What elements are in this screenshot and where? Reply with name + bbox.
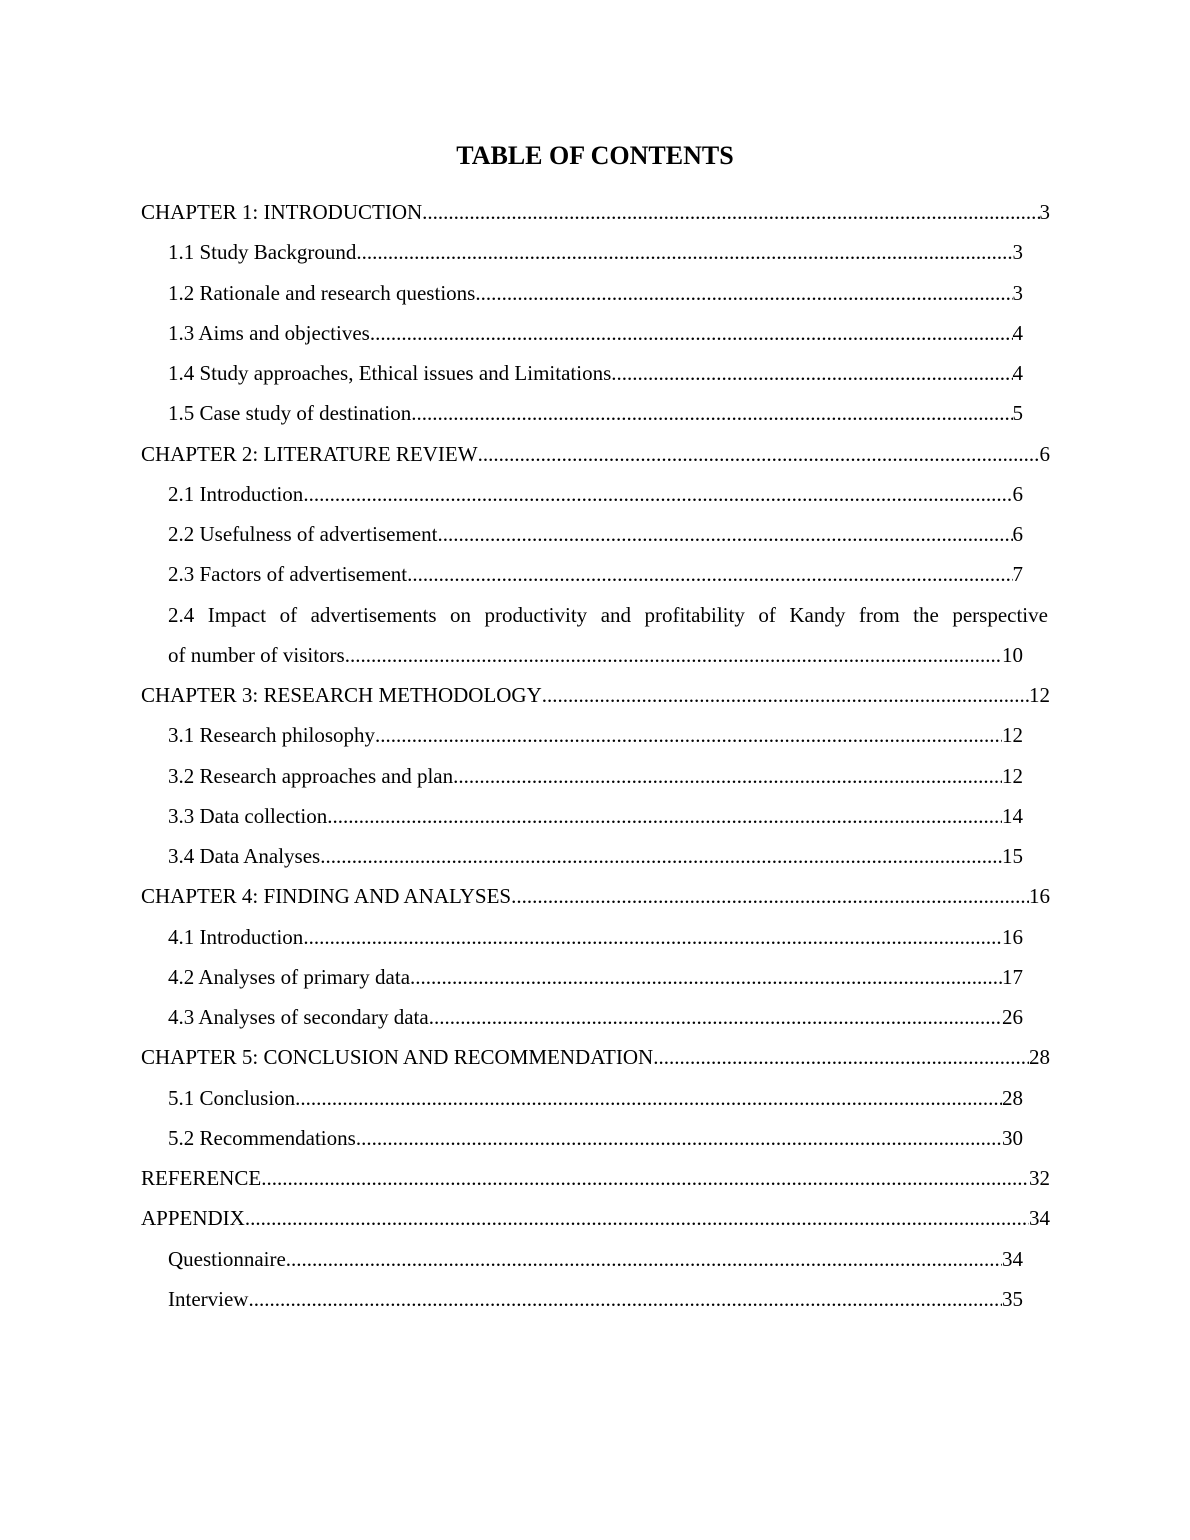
toc-entry-label: Questionnaire xyxy=(168,1246,286,1271)
dot-leader xyxy=(511,876,1029,916)
toc-entry-label: 2.2 Usefulness of advertisement xyxy=(168,522,438,546)
toc-entry-label-word: advertisements xyxy=(310,602,437,627)
dot-leader xyxy=(286,1239,1002,1279)
dot-leader xyxy=(611,353,1012,393)
toc-entry-page-number: 26 xyxy=(1002,1005,1023,1029)
toc-entry-page-number: 34 xyxy=(1002,1246,1023,1271)
dot-leader xyxy=(261,1158,1029,1198)
dot-leader xyxy=(245,1198,1029,1238)
toc-entry[interactable] xyxy=(168,313,1023,353)
toc-entry-label: 3.4 Data Analyses xyxy=(168,844,321,868)
toc-entry[interactable] xyxy=(168,273,1023,313)
toc-entry-label: CHAPTER 2: LITERATURE REVIEW xyxy=(141,441,478,466)
toc-entry-page-number: 3 xyxy=(1012,280,1023,305)
toc-entry[interactable] xyxy=(168,997,1023,1037)
toc-entry-label-word: productivity xyxy=(484,602,588,627)
toc-entry[interactable] xyxy=(168,756,1023,796)
toc-entry[interactable] xyxy=(168,353,1023,393)
dot-leader xyxy=(320,836,1002,876)
dot-leader xyxy=(453,756,1002,796)
toc-entry[interactable] xyxy=(141,1158,1050,1198)
dot-leader xyxy=(327,796,1002,836)
dot-leader xyxy=(437,514,1012,554)
toc-entry-label: 4.2 Analyses of primary data xyxy=(168,964,411,989)
toc-entry[interactable] xyxy=(168,554,1023,594)
toc-entry-page-number: 6 xyxy=(1012,481,1023,506)
toc-entry[interactable] xyxy=(168,1118,1023,1158)
toc-entry[interactable] xyxy=(168,1279,1023,1319)
toc-entry-label: APPENDIX xyxy=(141,1206,245,1231)
toc-entry-label: 1.1 Study Background xyxy=(168,240,357,265)
toc-entry-page-number: 32 xyxy=(1029,1166,1050,1190)
toc-entry-label: CHAPTER 4: FINDING AND ANALYSES xyxy=(141,884,512,909)
toc-entry-label-word: from xyxy=(858,602,900,627)
toc-entry-label-word: and xyxy=(600,602,632,627)
toc-entry[interactable] xyxy=(168,796,1023,836)
dot-leader xyxy=(475,273,1012,313)
dot-leader xyxy=(303,474,1012,514)
toc-entry-label: 1.5 Case study of destination xyxy=(168,401,412,426)
toc-entry-label: 3.3 Data collection xyxy=(168,803,328,828)
dot-leader xyxy=(411,393,1012,433)
toc-entry-label xyxy=(168,595,1048,635)
toc-entry-label: 3.1 Research philosophy xyxy=(168,723,376,748)
dot-leader xyxy=(407,554,1012,594)
toc-entry[interactable] xyxy=(141,675,1050,715)
toc-entry-page-number: 28 xyxy=(1002,1085,1023,1110)
toc-entry-page-number: 28 xyxy=(1029,1045,1050,1070)
toc-entry-label-continued: of number of visitors xyxy=(168,642,345,667)
dot-leader xyxy=(429,997,1002,1037)
toc-entry-page-number: 6 xyxy=(1039,441,1050,466)
toc-entry[interactable] xyxy=(168,232,1023,272)
toc-entry-label-word: the xyxy=(913,602,939,627)
toc-entry-page-number: 17 xyxy=(1002,964,1023,989)
toc-entry[interactable] xyxy=(168,1239,1023,1279)
dot-leader xyxy=(295,1078,1002,1118)
toc-entry-page-number: 35 xyxy=(1002,1286,1023,1311)
toc-entry-page-number: 15 xyxy=(1002,844,1023,868)
toc-entry-label: CHAPTER 1: INTRODUCTION xyxy=(141,200,423,224)
toc-entry[interactable] xyxy=(141,1037,1050,1077)
toc-entry-page-number: 12 xyxy=(1002,723,1023,748)
toc-entry-label: 1.4 Study approaches, Ethical issues and Limitations xyxy=(168,361,612,385)
toc-entry-label-word: profitability xyxy=(644,602,745,627)
toc-entry-label: CHAPTER 3: RESEARCH METHODOLOGY xyxy=(141,683,542,707)
toc-entry[interactable] xyxy=(141,192,1050,232)
toc-entry[interactable] xyxy=(168,514,1023,554)
toc-entry[interactable] xyxy=(141,1198,1050,1238)
toc-entry[interactable] xyxy=(168,474,1023,514)
toc-entry-label: 4.1 Introduction xyxy=(168,924,304,949)
toc-entry-label-word: of xyxy=(758,602,776,627)
toc-entry-page-number: 16 xyxy=(1029,884,1050,909)
dot-leader xyxy=(356,232,1012,272)
toc-entry[interactable] xyxy=(168,393,1023,433)
toc-entry-page-number: 30 xyxy=(1002,1125,1023,1150)
toc-entry-page-number: 10 xyxy=(1002,642,1023,667)
dot-leader xyxy=(370,313,1013,353)
toc-entry-label-word: perspective xyxy=(952,602,1048,627)
toc-entry-label: 4.3 Analyses of secondary data xyxy=(168,1005,429,1029)
toc-entry-page-number: 12 xyxy=(1029,683,1050,707)
toc-entry-label-word: of xyxy=(279,602,298,627)
dot-leader xyxy=(542,675,1029,715)
dot-leader xyxy=(410,957,1002,997)
toc-entry-page-number: 3 xyxy=(1012,240,1023,265)
toc-entry-label: 5.2 Recommendations xyxy=(168,1125,356,1150)
dot-leader xyxy=(478,434,1040,474)
toc-entry[interactable] xyxy=(168,715,1023,755)
toc-entry-label-word: Impact xyxy=(207,602,267,627)
toc-entry-label: 3.2 Research approaches and plan xyxy=(168,763,454,788)
toc-entry[interactable] xyxy=(168,917,1023,957)
toc-entry-label: CHAPTER 5: CONCLUSION AND RECOMMENDATION xyxy=(141,1045,654,1070)
toc-entry-page-number: 34 xyxy=(1029,1206,1050,1231)
toc-entry[interactable] xyxy=(141,876,1050,916)
dot-leader xyxy=(653,1037,1029,1077)
toc-entry-label: 1.2 Rationale and research questions xyxy=(168,280,476,305)
toc-entry[interactable] xyxy=(168,1078,1023,1118)
toc-entry-label: 2.1 Introduction xyxy=(168,481,304,506)
toc-entry-page-number: 7 xyxy=(1012,562,1023,587)
toc-entry-page-number: 3 xyxy=(1039,200,1050,224)
toc-entry-page-number: 5 xyxy=(1012,401,1023,426)
toc-entry[interactable] xyxy=(168,836,1023,876)
toc-entry-label: REFERENCE xyxy=(141,1166,262,1190)
toc-entry-label: Interview xyxy=(168,1286,249,1311)
toc-entry-label-word: 2.4 xyxy=(168,602,195,627)
toc-entry[interactable] xyxy=(168,957,1023,997)
toc-entry-label: 5.1 Conclusion xyxy=(168,1085,296,1110)
dot-leader xyxy=(248,1279,1002,1319)
toc-entry[interactable] xyxy=(141,434,1050,474)
toc-entry-label-word: Kandy xyxy=(789,602,846,627)
toc-entry-page-number: 14 xyxy=(1002,803,1023,828)
toc-entry-label: 1.3 Aims and objectives xyxy=(168,320,370,345)
toc-entry[interactable] xyxy=(168,595,1048,676)
toc-entry-label-word: on xyxy=(450,602,472,627)
dot-leader xyxy=(422,192,1039,232)
toc-entry-page-number: 6 xyxy=(1012,522,1023,546)
toc-entry-label: 2.3 Factors of advertisement xyxy=(168,562,408,587)
dot-leader xyxy=(303,917,1002,957)
toc-entry-page-number: 4 xyxy=(1012,320,1023,345)
toc-entry-page-number: 12 xyxy=(1002,763,1023,788)
toc-entry-page-number: 4 xyxy=(1012,361,1023,385)
toc-list xyxy=(0,192,1190,1319)
page-title: TABLE OF CONTENTS xyxy=(456,141,734,170)
dot-leader xyxy=(345,635,1002,675)
dot-leader xyxy=(375,715,1002,755)
dot-leader xyxy=(356,1118,1002,1158)
toc-entry-page-number: 16 xyxy=(1002,924,1023,949)
